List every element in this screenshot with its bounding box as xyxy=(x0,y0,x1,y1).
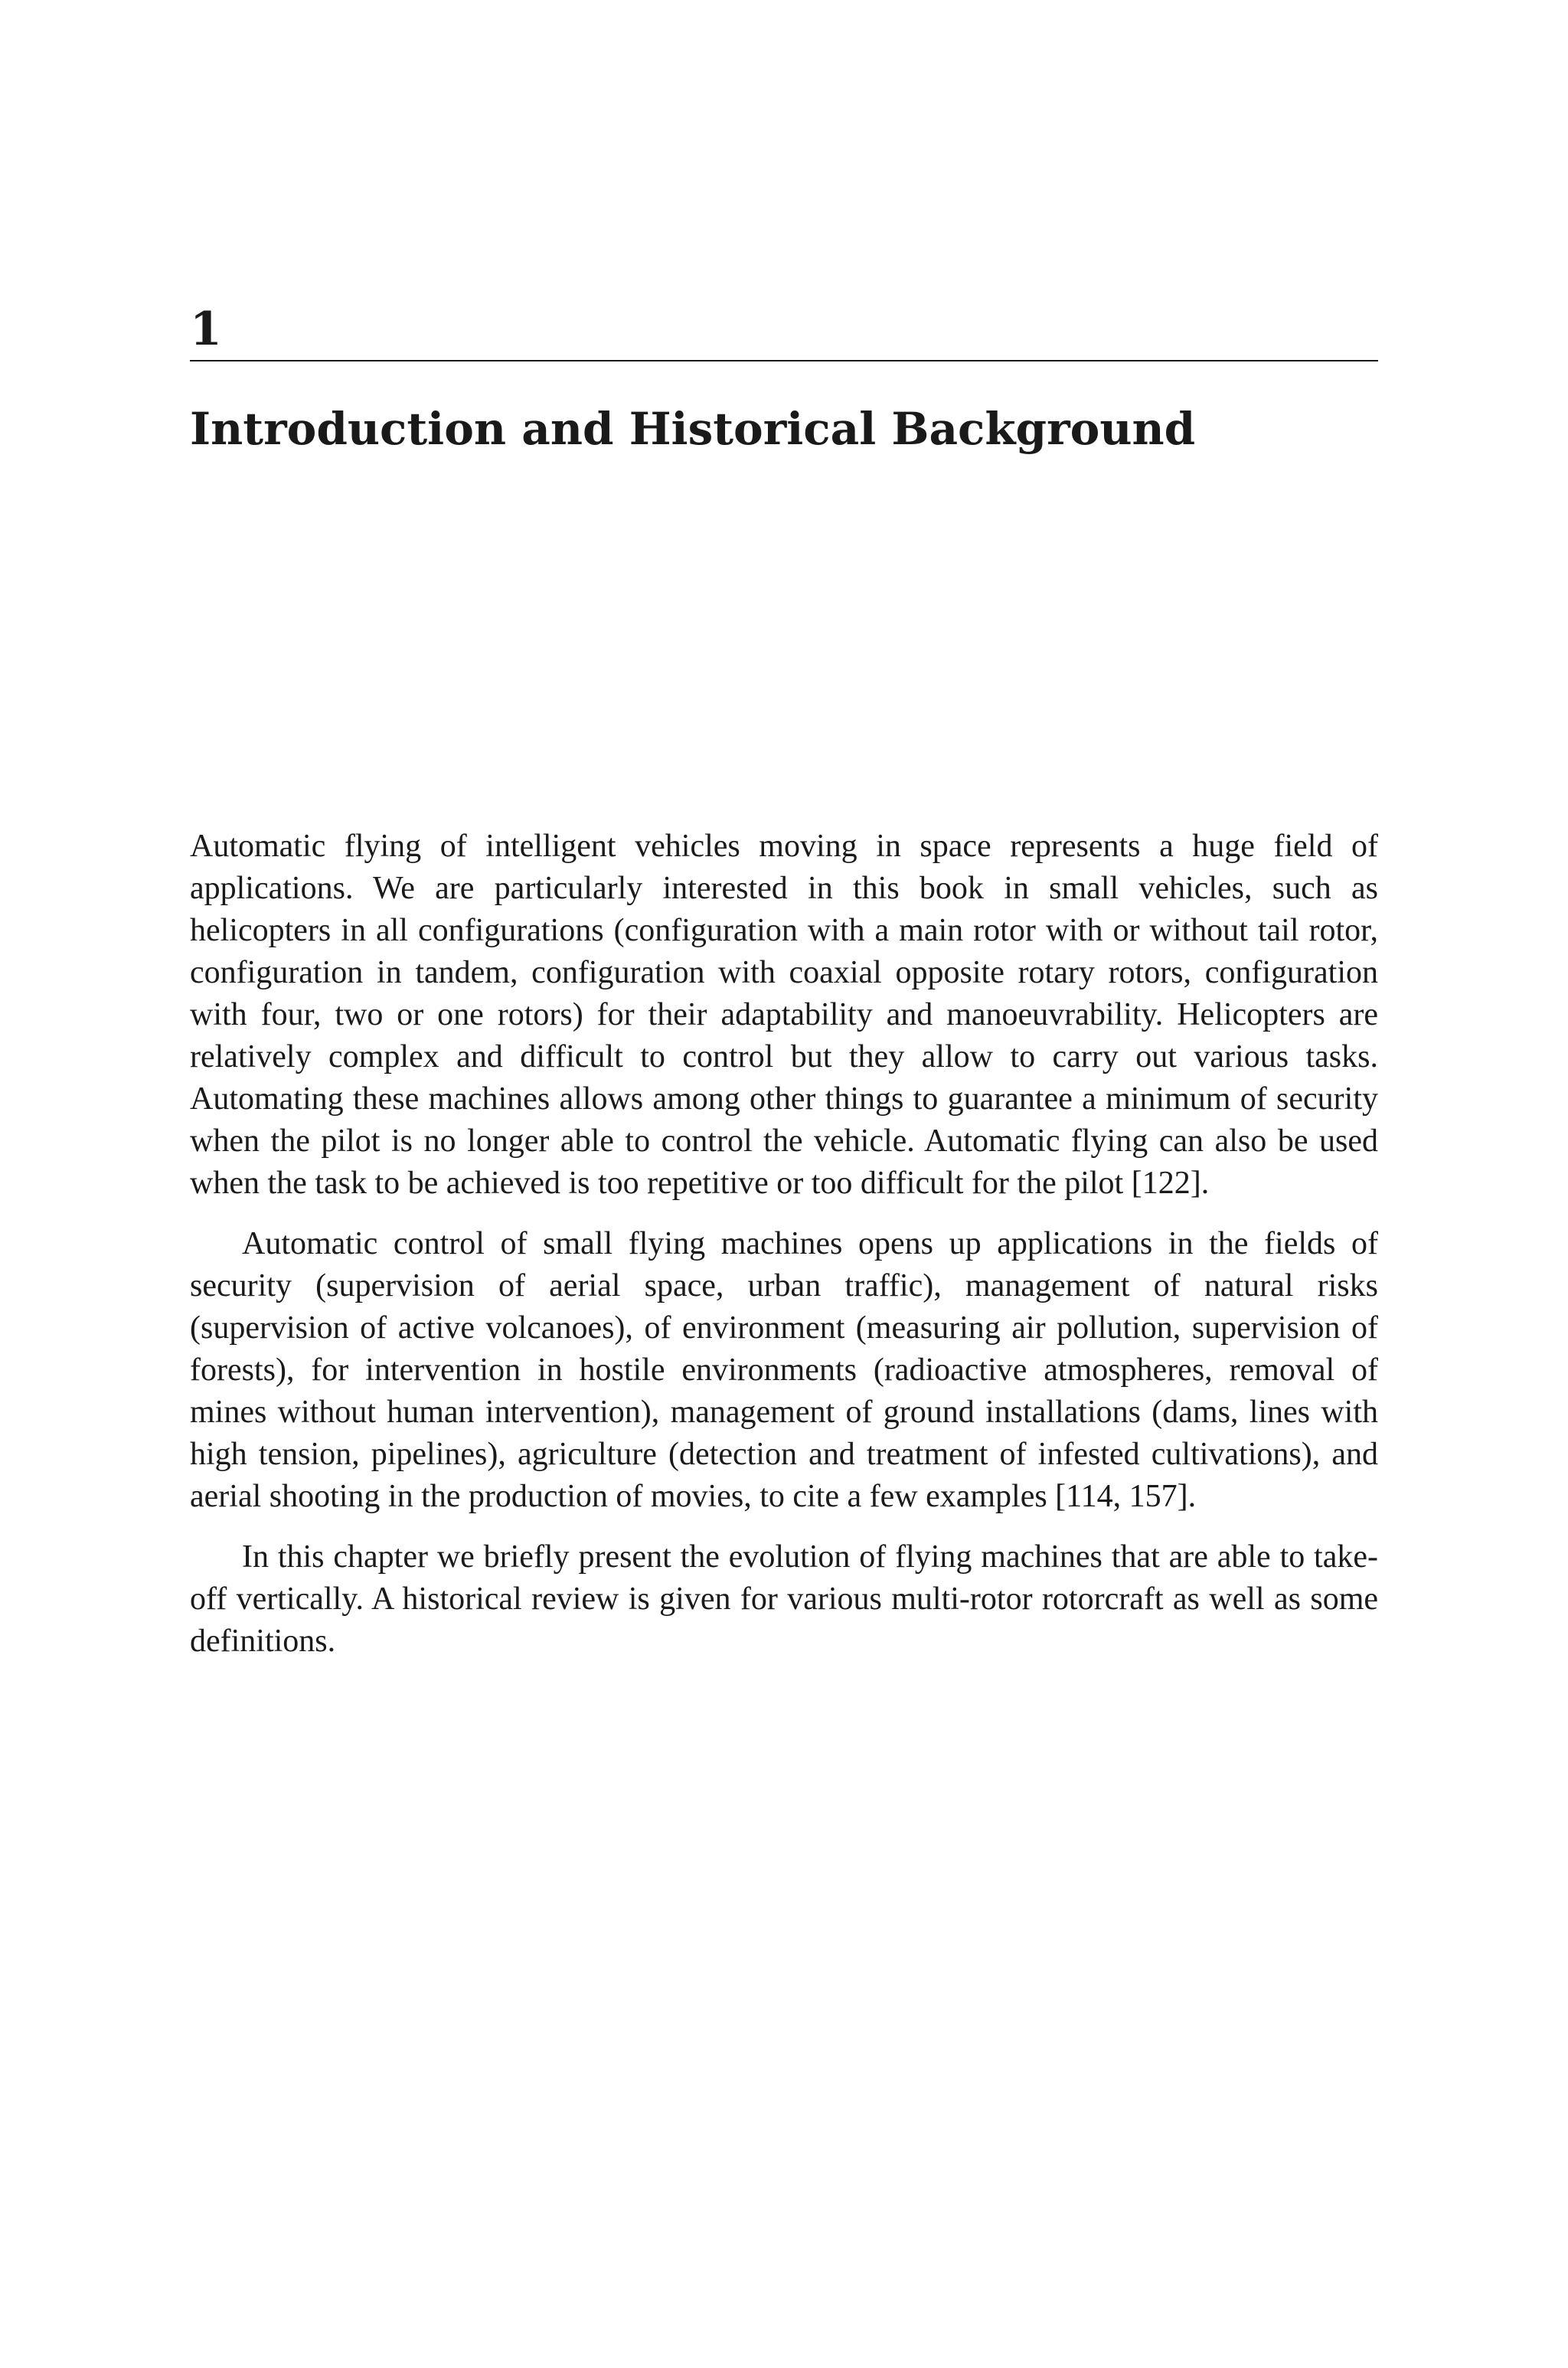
chapter-title: Introduction and Historical Background xyxy=(190,403,1196,455)
paragraph-1: Automatic flying of intelligent vehicles moving in space represents a huge field of applications. We are particularly interested in this book in small vehicles, such as helicopters in all configurations (configuration with a main rotor with or without tail rotor, configuration in tandem, configuration with coaxial opposite rotary rotors, configuration with four, two or one rotors) for their adaptability and manoeuvrability. Helicopters are relatively complex and difficult to control but they allow to carry out various tasks. Automating these machines allows among other things to guarantee a minimum of security when the pilot is no longer able to control the vehicle. Automatic flying can also be used when the task to be achieved is too repetitive or too difficult for the pilot [122]. xyxy=(190,829,1378,1201)
chapter-rule xyxy=(190,360,1378,361)
book-page xyxy=(190,0,1378,2368)
paragraph-3: In this chapter we briefly present the evolution of flying machines that are able to take-off vertically. A historical review is given for various multi-rotor rotorcraft as well as some definitions. xyxy=(190,1539,1378,1659)
paragraph-2: Automatic control of small flying machines opens up applications in the fields of security (supervision of aerial space, urban traffic), management of natural risks (supervision of active volcanoes), of environment (measuring air pollution, supervision of forests), for intervention in hostile environments (radioactive atmospheres, removal of mines without human intervention), management of ground installations (dams, lines with high tension, pipelines), agriculture (detection and treatment of infested cultivations), and aerial shooting in the production of movies, to cite a few examples [114, 157]. xyxy=(190,1226,1378,1514)
chapter-body xyxy=(190,826,1378,1681)
chapter-number: 1 xyxy=(190,303,223,356)
